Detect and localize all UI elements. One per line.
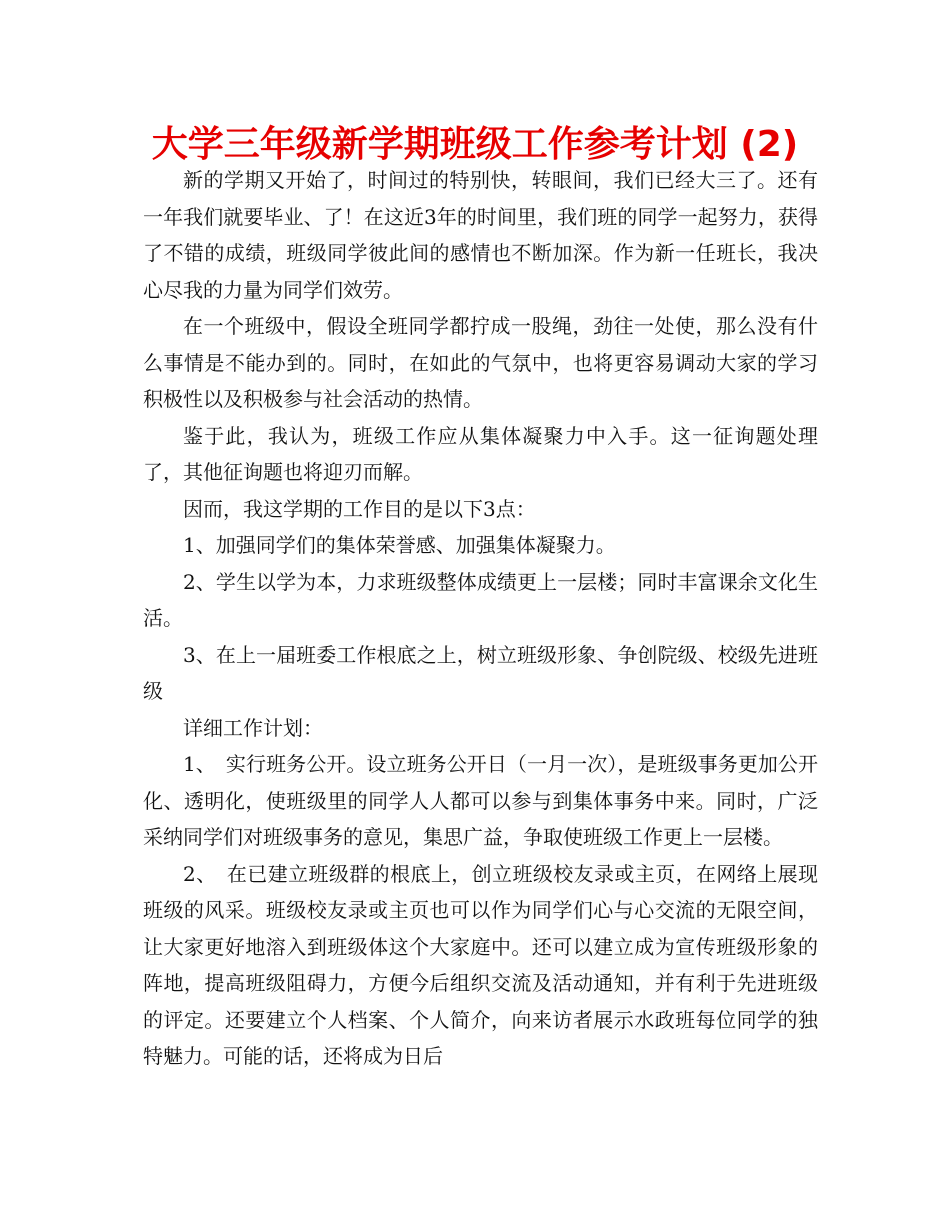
paragraph-goal-1: 1、加强同学们的集体荣誉感、加强集体凝聚力。	[183, 533, 616, 557]
paragraph-plan-2: 2、 在已建立班级群的根底上，创立班级校友录或主页，在网络上展现班级的风采。班级校友录或主页也可以作为同学们心与心交流的无限空间，让大家更好地溶入到班级体这个大家庭中。还可以建立成为宣传班级形象的阵地，提高班级阻碍力，方便今后组织交流及活动通知，并有利于先进班级的评定。还要建立个人档案、个人简介，向来访者展示水政班每位同学的独特魅力。可能的话，还将成为日后	[143, 861, 818, 1068]
paragraph-goal-3: 3、在上一届班委工作根底之上，树立班级形象、争创院级、校级先进班级	[143, 642, 818, 703]
document-title: 大学三年级新学期班级工作参考计划 (2)	[151, 124, 799, 165]
paragraph-plan-1: 1、 实行班务公开。设立班务公开日（一月一次），是班级事务更加公开化、透明化，使班级里的同学人人都可以参与到集体事务中来。同时，广泛采纳同学们对班级事务的意见，集思广益，争取使班级工作更上一层楼。	[143, 752, 818, 849]
paragraph-plan-heading: 详细工作计划：	[183, 715, 323, 740]
document-body	[143, 162, 818, 1075]
paragraph-intro: 新的学期又开始了，时间过的特别快，转眼间，我们已经大三了。还有一年我们就要毕业、了！在这近3年的时间里，我们班的同学一起努力，获得了不错的成绩，班级同学彼此间的感情也不断加深。作为新一任班长，我决心尽我的力量为同学们效劳。	[143, 168, 818, 302]
paragraph-goal-2: 2、学生以学为本，力求班级整体成绩更上一层楼；同时丰富课余文化生活。	[143, 569, 818, 630]
paragraph-approach: 鉴于此，我认为，班级工作应从集体凝聚力中入手。这一征询题处理了，其他征询题也将迎刃而解。	[143, 423, 818, 484]
paragraph-unity: 在一个班级中，假设全班同学都拧成一股绳，劲往一处使，那么没有什么事情是不能办到的。同时，在如此的气氛中，也将更容易调动大家的学习积极性以及积极参与社会活动的热情。	[143, 314, 818, 411]
paragraph-goals-heading: 因而，我这学期的工作目的是以下3点：	[183, 496, 536, 521]
